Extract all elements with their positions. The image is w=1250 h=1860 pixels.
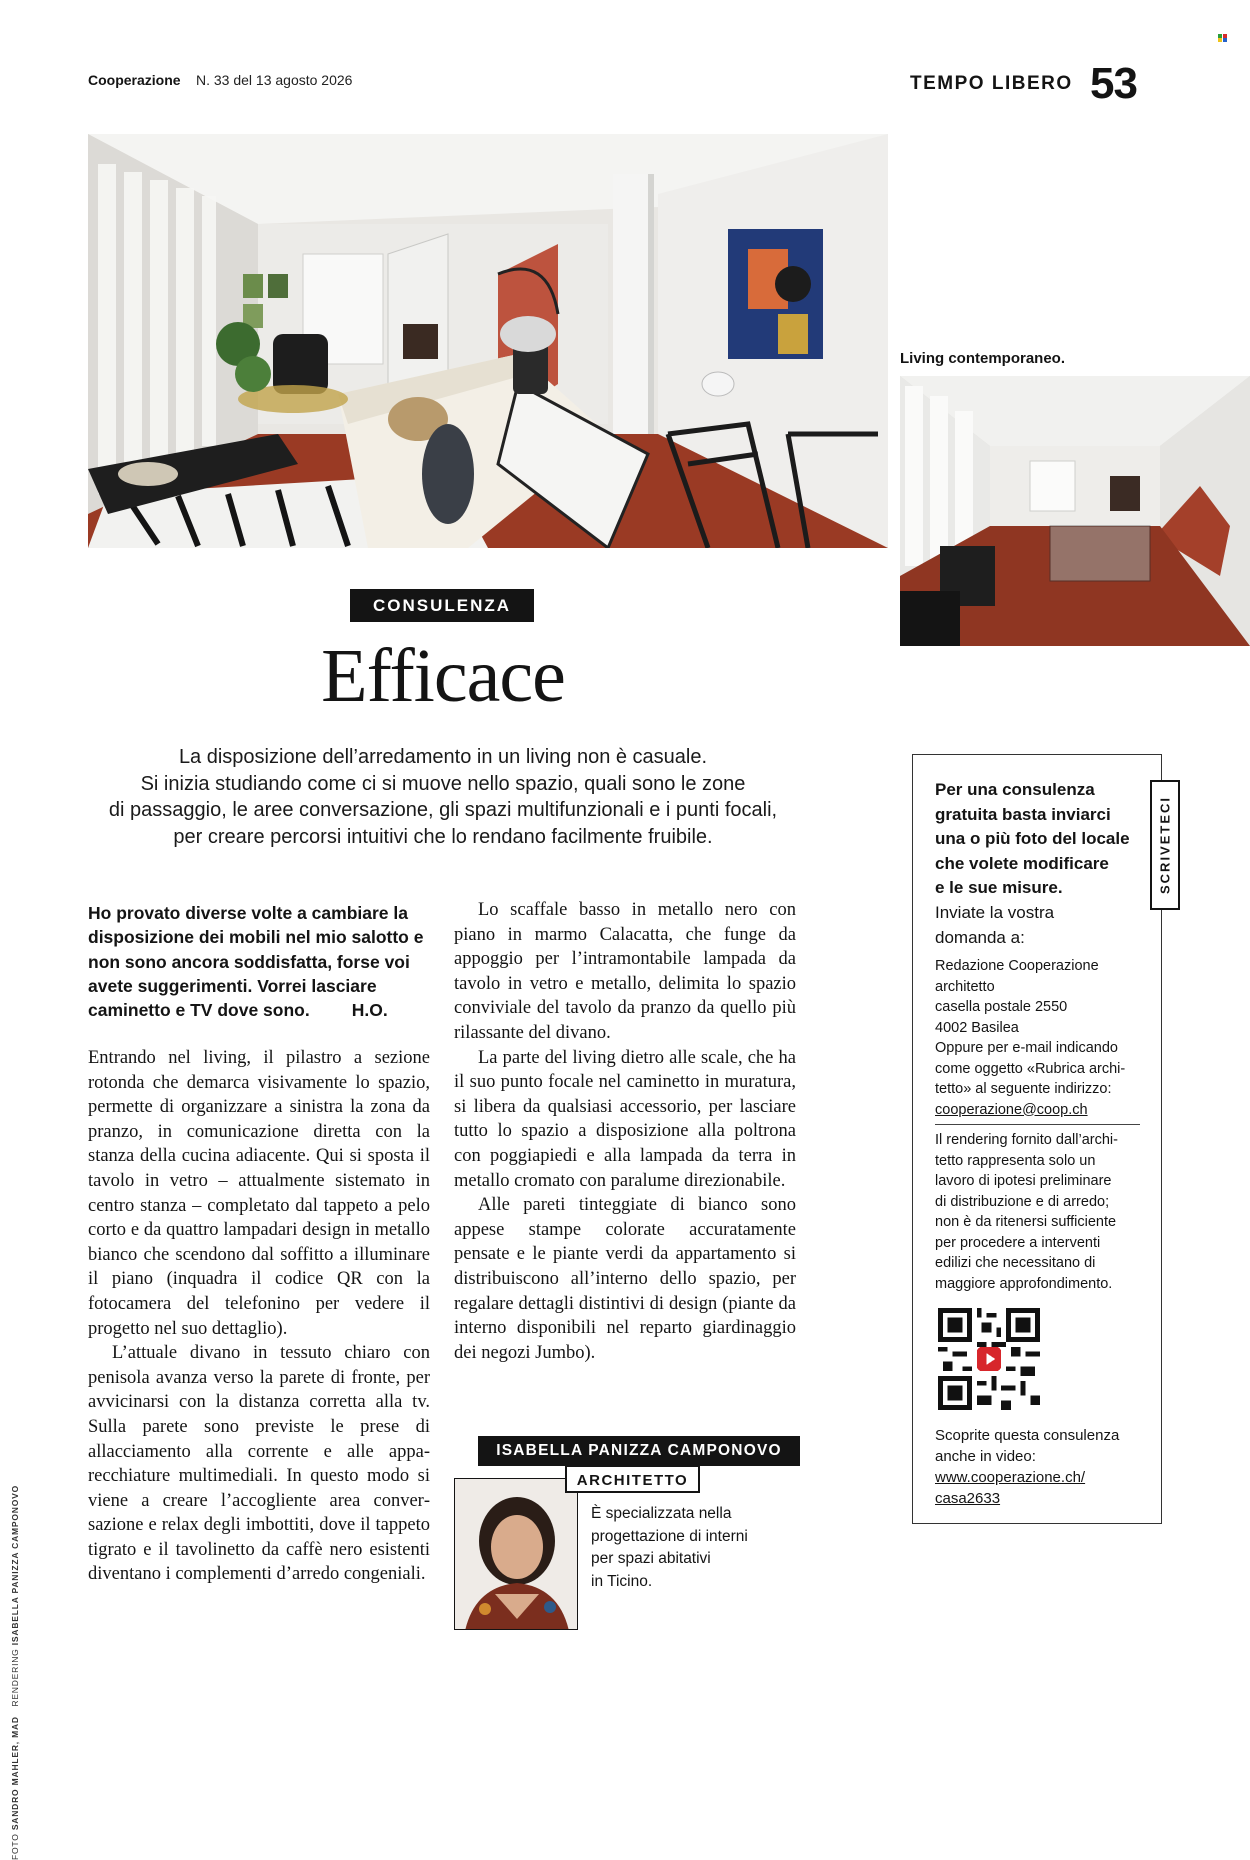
author-name: ISABELLA PANIZZA CAMPONOVO — [478, 1436, 800, 1466]
sidebar-send-line: domanda a: — [935, 927, 1025, 947]
sidebar-tab — [1150, 780, 1180, 910]
question-signature: H.O. — [351, 1000, 388, 1021]
sidebar-intro-line: che volete modificare — [935, 853, 1109, 873]
video-line: Scoprite questa consulenza — [935, 1427, 1120, 1444]
photo-caption: Living contemporaneo. — [900, 350, 1066, 367]
bio-line: progettazione di interni — [591, 1527, 748, 1545]
paragraph: Entrando nel living, il pilastro a sezione rotonda che demarca visivamente lo spazio, permette di organizzare a sinistra la zona da pranzo, in comunicazione diretta con la stanza della cucina adiacente. Qui si sposta il tavolo in vetro – attualmente sistemato in centro stanza – completato dal tappeto a pelo corto e da quattro lampadari design in metallo bianco che scendono dal soffitto a illuminare il piano (inquadra il codice QR con la fotocamera del telefonino per vedere il progetto nel suo dettaglio). — [88, 1048, 430, 1339]
disclaimer-line: di distribuzione e di arredo; — [935, 1193, 1110, 1210]
sidebar-intro-line: Per una consulenza — [935, 780, 1095, 799]
paragraph: Alle pareti tinteggiate di bianco sono appese stampe colorate accuratamente pensate e le piante verdi da appartamento si distribuiscono all’interno dello spazio, per regalare dettagli distintivi di design (piante da interno disponibili nel reparto giardinaggio dei negozi Jumbo). — [454, 1195, 796, 1363]
credit-photographer: SANDRO MAHLER, MAD — [10, 1716, 20, 1831]
disclaimer-line: edilizi che necessitano di — [935, 1255, 1096, 1271]
sidebar-intro-line: gratuita basta inviarci — [935, 804, 1111, 824]
sidebar-intro-line: e le sue misure. — [935, 878, 1063, 898]
sidebar-send-instruction — [935, 901, 1145, 950]
disclaimer-line: non è da ritenersi sufficiente — [935, 1214, 1117, 1230]
kicker-label: CONSULENZA — [350, 589, 534, 622]
bio-line: È specializzata nella — [591, 1505, 732, 1522]
credit-label: FOTO — [10, 1833, 20, 1860]
sidebar-tab-label: SCRIVETECI — [1157, 795, 1173, 895]
article-column-1 — [88, 1046, 430, 1587]
email-link[interactable]: cooperazione@coop.ch — [935, 1101, 1088, 1118]
bio-line: per spazi abitativi — [591, 1550, 711, 1568]
author-role: ARCHITETTO — [565, 1465, 700, 1493]
lead-line: La disposizione dell’arredamento in un living non è casuale. — [178, 746, 708, 768]
lead-line: per creare percorsi intuitivi che lo rendano facilmente fruibile. — [173, 825, 713, 848]
article-lead — [88, 744, 798, 850]
address-line: architetto — [935, 978, 995, 995]
sidebar-intro-line: una o più foto del locale — [935, 829, 1130, 849]
color-registration-mark — [1218, 34, 1228, 42]
current-living-room-photo — [900, 376, 1250, 646]
address-line: tetto» al seguente indirizzo: — [935, 1081, 1112, 1097]
lead-line: di passaggio, le aree conversazione, gli spazi multifunzionali e i punti focali, — [108, 799, 778, 821]
paragraph: L’attuale divano in tessuto chiaro con penisola avanza verso la parete di fronte, per avvicinarsi con la distanza corretta alla tv. Sulla parete sono previste le prese di allacciamento alla corrente e alle apparecchiature multimediali. In questo modo si viene a creare l’accogliente area conversazione e relax degli imbottiti, dove il tappeto tigrato e il tavolinetto da caffè nero esistenti diventano i complementi d’arredo congeniali. — [88, 1343, 430, 1585]
lead-line: Si inizia studiando come ci si muove nello spazio, quali sono le zone — [140, 772, 746, 795]
article-column-2 — [454, 898, 796, 1365]
address-line: come oggetto «Rubrica archi- — [935, 1060, 1126, 1077]
newspaper-name: Cooperazione — [88, 72, 181, 88]
disclaimer-line: lavoro di ipotesi preliminare — [935, 1173, 1112, 1189]
address-line: 4002 Basilea — [935, 1019, 1019, 1036]
sidebar-send-line: Inviate la vostra — [935, 903, 1055, 922]
author-portrait — [454, 1478, 578, 1630]
disclaimer-line: tetto rappresenta solo un — [935, 1152, 1096, 1169]
bio-line: in Ticino. — [591, 1572, 653, 1590]
video-link[interactable]: www.cooperazione.ch/ — [935, 1469, 1086, 1486]
disclaimer-line: per procedere a interventi — [935, 1234, 1101, 1251]
video-line: anche in video: — [935, 1448, 1036, 1465]
page-number: 53 — [1090, 59, 1137, 108]
rendering-disclaimer — [935, 1130, 1145, 1294]
video-link[interactable]: casa2633 — [935, 1490, 1001, 1507]
article-title: Efficace — [321, 634, 565, 718]
issue-date: N. 33 del 13 agosto 2026 — [196, 72, 353, 88]
paragraph: Lo scaffale basso in metallo nero con piano in marmo Calacatta, che funge da appoggio per l’intramontabile lampada da tavolo in vetro e metallo, delimita lo spazio conviviale del tavolo da pranzo da quello più rilassante del divano. — [454, 900, 796, 1043]
living-room-rendering-image — [88, 134, 888, 548]
credit-label: RENDERING — [10, 1648, 20, 1707]
postal-address — [935, 956, 1145, 1120]
address-line: Redazione Cooperazione — [935, 958, 1099, 974]
credit-renderer: ISABELLA PANIZZA CAMPONOVO — [10, 1484, 20, 1646]
paragraph: La parte del living dietro alle scale, che ha il suo punto focale nel caminetto in muratura, si libera da qualsiasi accessorio, per lasciare tutto lo spazio a disposizione alla poltrona con poggiapiedi e alla lampada da terra in metallo cromato con paralume direzionabile. — [454, 1047, 796, 1191]
disclaimer-line: maggiore approfondimento. — [935, 1275, 1113, 1292]
section-title: TEMPO LIBERO — [910, 73, 1073, 94]
video-info — [935, 1425, 1145, 1509]
qr-code-icon[interactable] — [938, 1308, 1040, 1410]
photo-credit — [10, 1484, 26, 1860]
address-line: Oppure per e-mail indicando — [935, 1040, 1118, 1056]
address-line: casella postale 2550 — [935, 999, 1068, 1015]
sidebar-intro — [935, 778, 1145, 901]
author-bio — [591, 1503, 791, 1593]
reader-question — [88, 901, 430, 1022]
question-text: Ho provato diverse volte a cambiare la disposizione dei mobili nel mio salotto e non sono ancora soddisfatta, forse voi avete suggerimenti. Vorrei lasciare caminetto e TV dove sono. — [88, 903, 424, 1021]
disclaimer-line: Il rendering fornito dall’archi- — [935, 1132, 1118, 1148]
sidebar-divider — [935, 1124, 1140, 1125]
